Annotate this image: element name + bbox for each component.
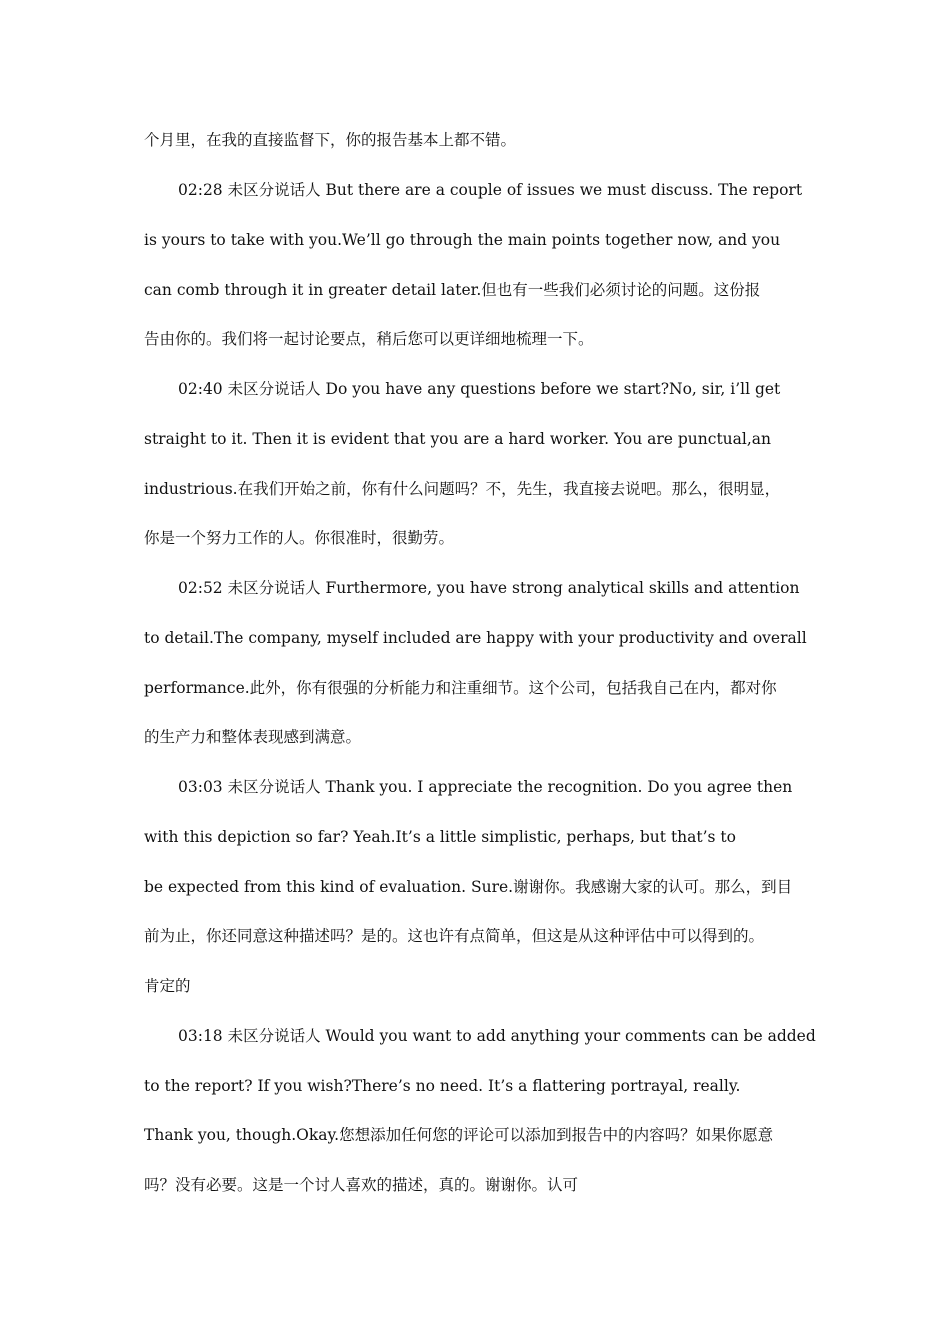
- text-line: 肯定的: [144, 977, 191, 995]
- text-line: industrious.在我们开始之前，你有什么问题吗？不，先生，我直接去说吧。那么，很明显，: [144, 480, 781, 498]
- text-line: 02:52 未区分说话人 Furthermore, you have strong analytical skills and attention: [178, 579, 800, 597]
- text-line: 前为止，你还同意这种描述吗？是的。这也许有点简单，但这是从这种评估中可以得到的。: [144, 927, 765, 945]
- text-line: 02:40 未区分说话人 Do you have any questions before we start?No, sir, i’ll get: [178, 380, 781, 398]
- text-line: 02:28 未区分说话人 But there are a couple of issues we must discuss. The report: [178, 181, 803, 199]
- text-line: 个月里，在我的直接监督下，你的报告基本上都不错。: [144, 131, 517, 149]
- text-line: straight to it. Then it is evident that you are a hard worker. You are punctual,an: [144, 430, 772, 448]
- text-line: with this depiction so far? Yeah.It’s a little simplistic, perhaps, but that’s to: [144, 828, 736, 846]
- text-line: performance.此外，你有很强的分析能力和注重细节。这个公司，包括我自己在内，都对你: [144, 679, 777, 697]
- text-line: 告由你的。我们将一起讨论要点，稍后您可以更详细地梳理一下。: [144, 330, 594, 348]
- text-line: 你是一个努力工作的人。你很准时，很勤劳。: [144, 529, 455, 547]
- text-line: to the report? If you wish?There’s no need. It’s a flattering portrayal, really.: [144, 1077, 741, 1095]
- text-line: to detail.The company, myself included are happy with your productivity and overall: [144, 629, 807, 647]
- text-line: 03:18 未区分说话人 Would you want to add anything your comments can be added: [178, 1027, 816, 1045]
- text-line: can comb through it in greater detail later.但也有一些我们必须讨论的问题。这份报: [144, 281, 761, 299]
- text-line: 的生产力和整体表现感到满意。: [144, 728, 362, 746]
- text-line: 吗？没有必要。这是一个讨人喜欢的描述，真的。谢谢你。认可: [144, 1176, 579, 1194]
- text-line: 03:03 未区分说话人 Thank you. I appreciate the recognition. Do you agree then: [178, 778, 793, 796]
- text-line: be expected from this kind of evaluation. Sure.谢谢你。我感谢大家的认可。那么，到目: [144, 878, 793, 896]
- text-line: is yours to take with you.We’ll go through the main points together now, and you: [144, 231, 781, 249]
- text-line: Thank you, though.Okay.您想添加任何您的评论可以添加到报告中的内容吗？如果你愿意: [144, 1126, 774, 1144]
